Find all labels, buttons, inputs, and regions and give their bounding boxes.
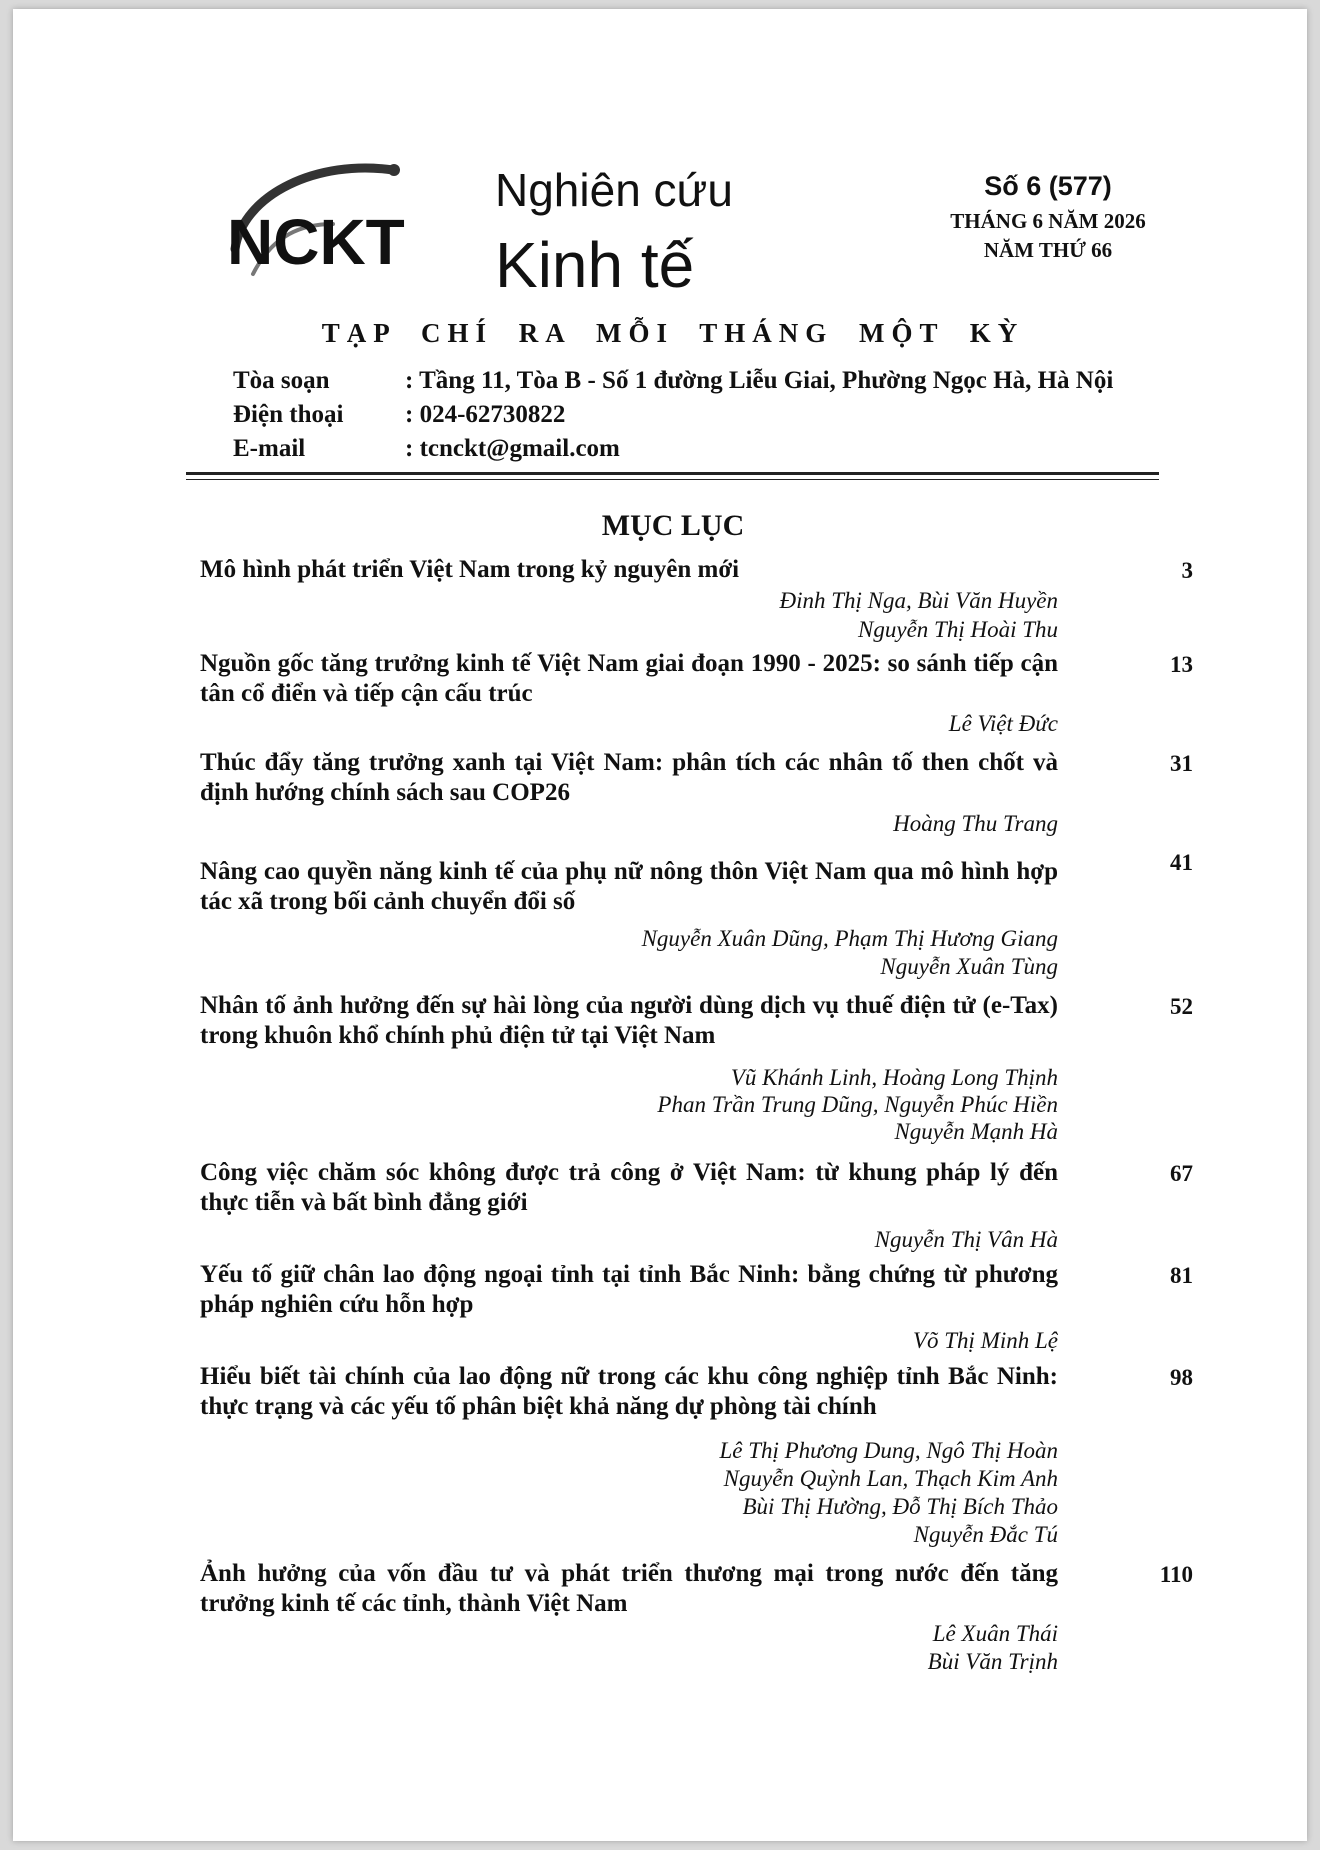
contact-phone bbox=[233, 401, 565, 429]
toc-entry-1-page: 3 bbox=[1181, 558, 1193, 583]
issue-volume: NĂM THỨ 66 bbox=[983, 238, 1113, 262]
toc-entry-2-author-1: Lê Việt Đức bbox=[948, 711, 1058, 736]
toc-entry-6-author-1: Nguyễn Thị Vân Hà bbox=[874, 1227, 1058, 1252]
journal-page bbox=[13, 9, 1307, 1841]
contact-address bbox=[233, 367, 1113, 395]
header-rule-thick bbox=[186, 472, 1159, 475]
ncky-logo-mark bbox=[223, 154, 443, 294]
header-rule-thin bbox=[186, 479, 1159, 480]
toc-entry-1-author-2: Nguyễn Thị Hoài Thu bbox=[858, 617, 1058, 642]
toc-entry-3-author-1: Hoàng Thu Trang bbox=[893, 811, 1058, 836]
toc-entry-2-page: 13 bbox=[1170, 652, 1193, 677]
toc-heading: MỤC LỤC bbox=[601, 509, 745, 542]
toc-entry-1-title[interactable]: Mô hình phát triển Việt Nam trong kỷ nguyên mới bbox=[200, 556, 740, 583]
toc-entry-5-page: 52 bbox=[1170, 994, 1193, 1019]
toc-entry-5-author-1: Vũ Khánh Linh, Hoàng Long Thịnh bbox=[730, 1065, 1058, 1090]
toc-entry-3-title[interactable]: Thúc đẩy tăng trưởng xanh tại Việt Nam: phân tích các nhân tố then chốt và định hướng chính sách sau COP26 bbox=[200, 749, 1058, 806]
toc-entry-9-author-2: Bùi Văn Trịnh bbox=[927, 1649, 1058, 1674]
toc-entry-4-author-2: Nguyễn Xuân Tùng bbox=[880, 954, 1058, 979]
journal-title-line2: Kinh tế bbox=[495, 229, 695, 301]
toc-entry-7-title[interactable]: Yếu tố giữ chân lao động ngoại tỉnh tại tỉnh Bắc Ninh: bằng chứng từ phương pháp nghiên cứu hỗn hợp bbox=[200, 1261, 1058, 1318]
toc-entry-4-author-1: Nguyễn Xuân Dũng, Phạm Thị Hương Giang bbox=[641, 926, 1058, 951]
toc-entry-9-title[interactable]: Ảnh hưởng của vốn đầu tư và phát triển thương mại trong nước đến tăng trưởng kinh tế các tỉnh, thành Việt Nam bbox=[200, 1560, 1058, 1617]
address-label: Tòa soạn bbox=[233, 367, 330, 394]
issue-number: Số 6 (577) bbox=[984, 171, 1112, 201]
email-label: E-mail bbox=[233, 435, 306, 462]
toc-entry-5-title[interactable]: Nhân tố ảnh hưởng đến sự hài lòng của người dùng dịch vụ thuế điện tử (e-Tax) trong khuôn khổ chính phủ điện tử tại Việt Nam bbox=[200, 992, 1058, 1049]
journal-logo bbox=[223, 154, 443, 294]
journal-tagline: TẠP CHÍ RA MỖI THÁNG MỘT KỲ bbox=[321, 318, 1025, 348]
toc-entry-8-author-4: Nguyễn Đắc Tú bbox=[913, 1522, 1058, 1547]
toc-entry-9-page: 110 bbox=[1159, 1562, 1193, 1587]
toc-entry-6-title[interactable]: Công việc chăm sóc không được trả công ở Việt Nam: từ khung pháp lý đến thực tiễn và bất bình đẳng giới bbox=[200, 1159, 1058, 1216]
toc-entry-4-page: 41 bbox=[1170, 850, 1193, 875]
issue-month-year: THÁNG 6 NĂM 2026 bbox=[950, 209, 1146, 233]
toc-entry-1-author-1: Đinh Thị Nga, Bùi Văn Huyền bbox=[779, 588, 1058, 613]
toc-entry-8-title[interactable]: Hiểu biết tài chính của lao động nữ trong các khu công nghiệp tỉnh Bắc Ninh: thực trạng và các yếu tố phân biệt khả năng dự phòng tài chính bbox=[200, 1363, 1058, 1420]
toc-entry-7-page: 81 bbox=[1170, 1263, 1193, 1288]
toc-entry-8-author-1: Lê Thị Phương Dung, Ngô Thị Hoàn bbox=[719, 1438, 1058, 1463]
toc-entry-3-page: 31 bbox=[1170, 751, 1193, 776]
contact-email bbox=[233, 435, 620, 463]
toc-entry-5-author-3: Nguyễn Mạnh Hà bbox=[894, 1119, 1058, 1144]
logo-text: NCKT bbox=[227, 206, 405, 278]
toc-entry-8-page: 98 bbox=[1170, 1365, 1193, 1390]
toc-entry-6-page: 67 bbox=[1170, 1161, 1193, 1186]
phone-label: Điện thoại bbox=[233, 401, 344, 428]
address-value: : Tầng 11, Tòa B - Số 1 đường Liễu Giai, Phường Ngọc Hà, Hà Nội bbox=[405, 367, 1114, 394]
email-value: : tcnckt@gmail.com bbox=[405, 435, 620, 462]
toc-entry-5-author-2: Phan Trần Trung Dũng, Nguyễn Phúc Hiền bbox=[657, 1092, 1058, 1117]
toc-entry-9-author-1: Lê Xuân Thái bbox=[932, 1621, 1058, 1646]
toc-entry-7-author-1: Võ Thị Minh Lệ bbox=[912, 1328, 1058, 1353]
toc-entry-8-author-3: Bùi Thị Hường, Đỗ Thị Bích Thảo bbox=[742, 1494, 1058, 1519]
toc-entry-8-author-2: Nguyễn Quỳnh Lan, Thạch Kim Anh bbox=[723, 1466, 1058, 1491]
journal-title-line1: Nghiên cứu bbox=[495, 164, 733, 216]
toc-entry-2-title[interactable]: Nguồn gốc tăng trưởng kinh tế Việt Nam giai đoạn 1990 - 2025: so sánh tiếp cận tân cổ điển và tiếp cận cấu trúc bbox=[200, 650, 1058, 707]
phone-value: : 024-62730822 bbox=[405, 401, 566, 428]
toc-entry-4-title[interactable]: Nâng cao quyền năng kinh tế của phụ nữ nông thôn Việt Nam qua mô hình hợp tác xã trong bối cảnh chuyển đổi số bbox=[200, 858, 1058, 915]
